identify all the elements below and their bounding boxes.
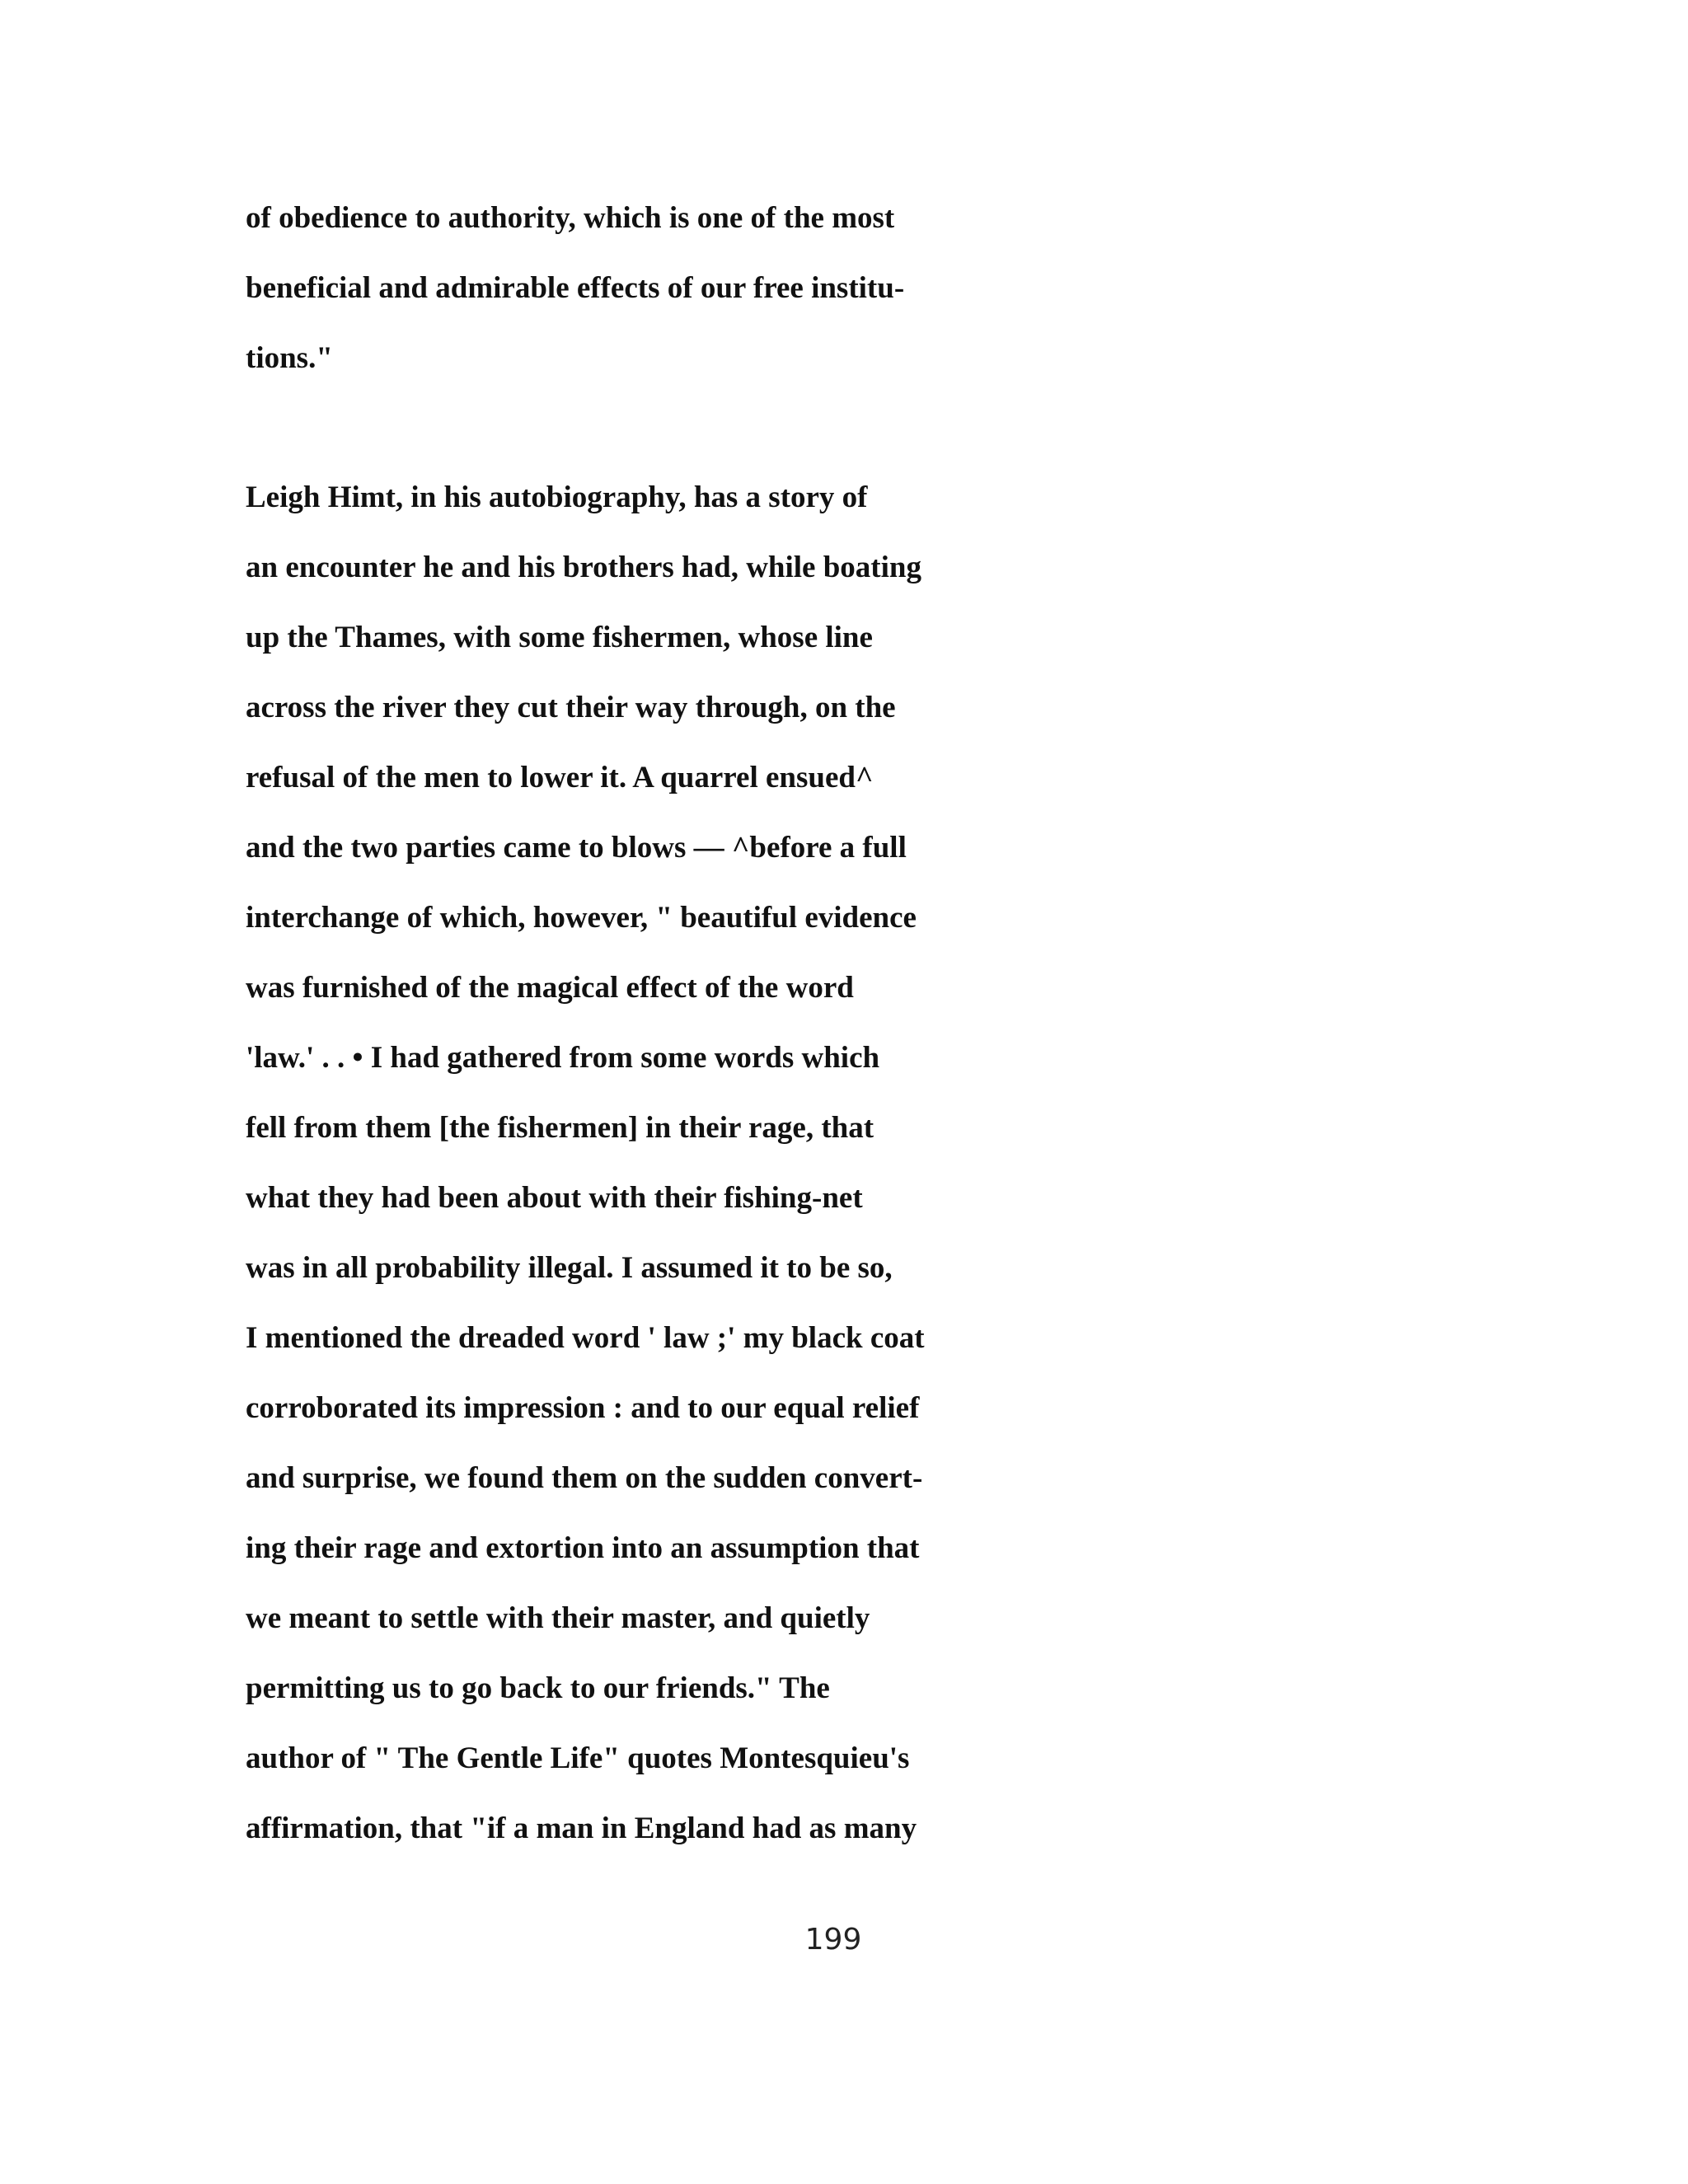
- text-line: interchange of which, however, " beautiful evidence: [246, 901, 917, 935]
- text-line: Leigh Himt, in his autobiography, has a story of: [246, 480, 868, 514]
- text-line: of obedience to authority, which is one of the most: [246, 201, 895, 235]
- text-line: across the river they cut their way through, on the: [246, 691, 896, 724]
- text-line: beneficial and admirable effects of our free institu-: [246, 271, 905, 305]
- text-line: permitting us to go back to our friends." The: [246, 1671, 830, 1705]
- text-line: and the two parties came to blows — ^before a full: [246, 831, 907, 865]
- text-line: affirmation, that "if a man in England had as many: [246, 1811, 917, 1845]
- text-line: was in all probability illegal. I assumed it to be so,: [246, 1251, 893, 1285]
- paragraph-2: [246, 462, 1416, 1863]
- paragraph-1: [246, 183, 1416, 393]
- text-line: what they had been about with their fishing-net: [246, 1181, 863, 1215]
- text-line: I mentioned the dreaded word ' law ;' my black coat: [246, 1321, 925, 1355]
- text-line: and surprise, we found them on the sudden convert-: [246, 1461, 923, 1495]
- text-line: tions.": [246, 341, 333, 375]
- text-line: corroborated its impression : and to our equal relief: [246, 1391, 920, 1425]
- text-line: refusal of the men to lower it. A quarrel ensued^: [246, 761, 874, 794]
- text-line: fell from them [the fishermen] in their rage, that: [246, 1111, 874, 1145]
- text-line: we meant to settle with their master, and quietly: [246, 1601, 870, 1635]
- text-line: up the Thames, with some fishermen, whose line: [246, 621, 873, 654]
- text-line: ing their rage and extortion into an assumption that: [246, 1531, 920, 1565]
- text-line: was furnished of the magical effect of the word: [246, 971, 854, 1005]
- text-line: author of " The Gentle Life" quotes Montesquieu's: [246, 1741, 910, 1775]
- text-line: an encounter he and his brothers had, while boating: [246, 551, 921, 584]
- text-line: 'law.' . . • I had gathered from some words which: [246, 1041, 880, 1075]
- page-number: 199: [804, 1923, 862, 1957]
